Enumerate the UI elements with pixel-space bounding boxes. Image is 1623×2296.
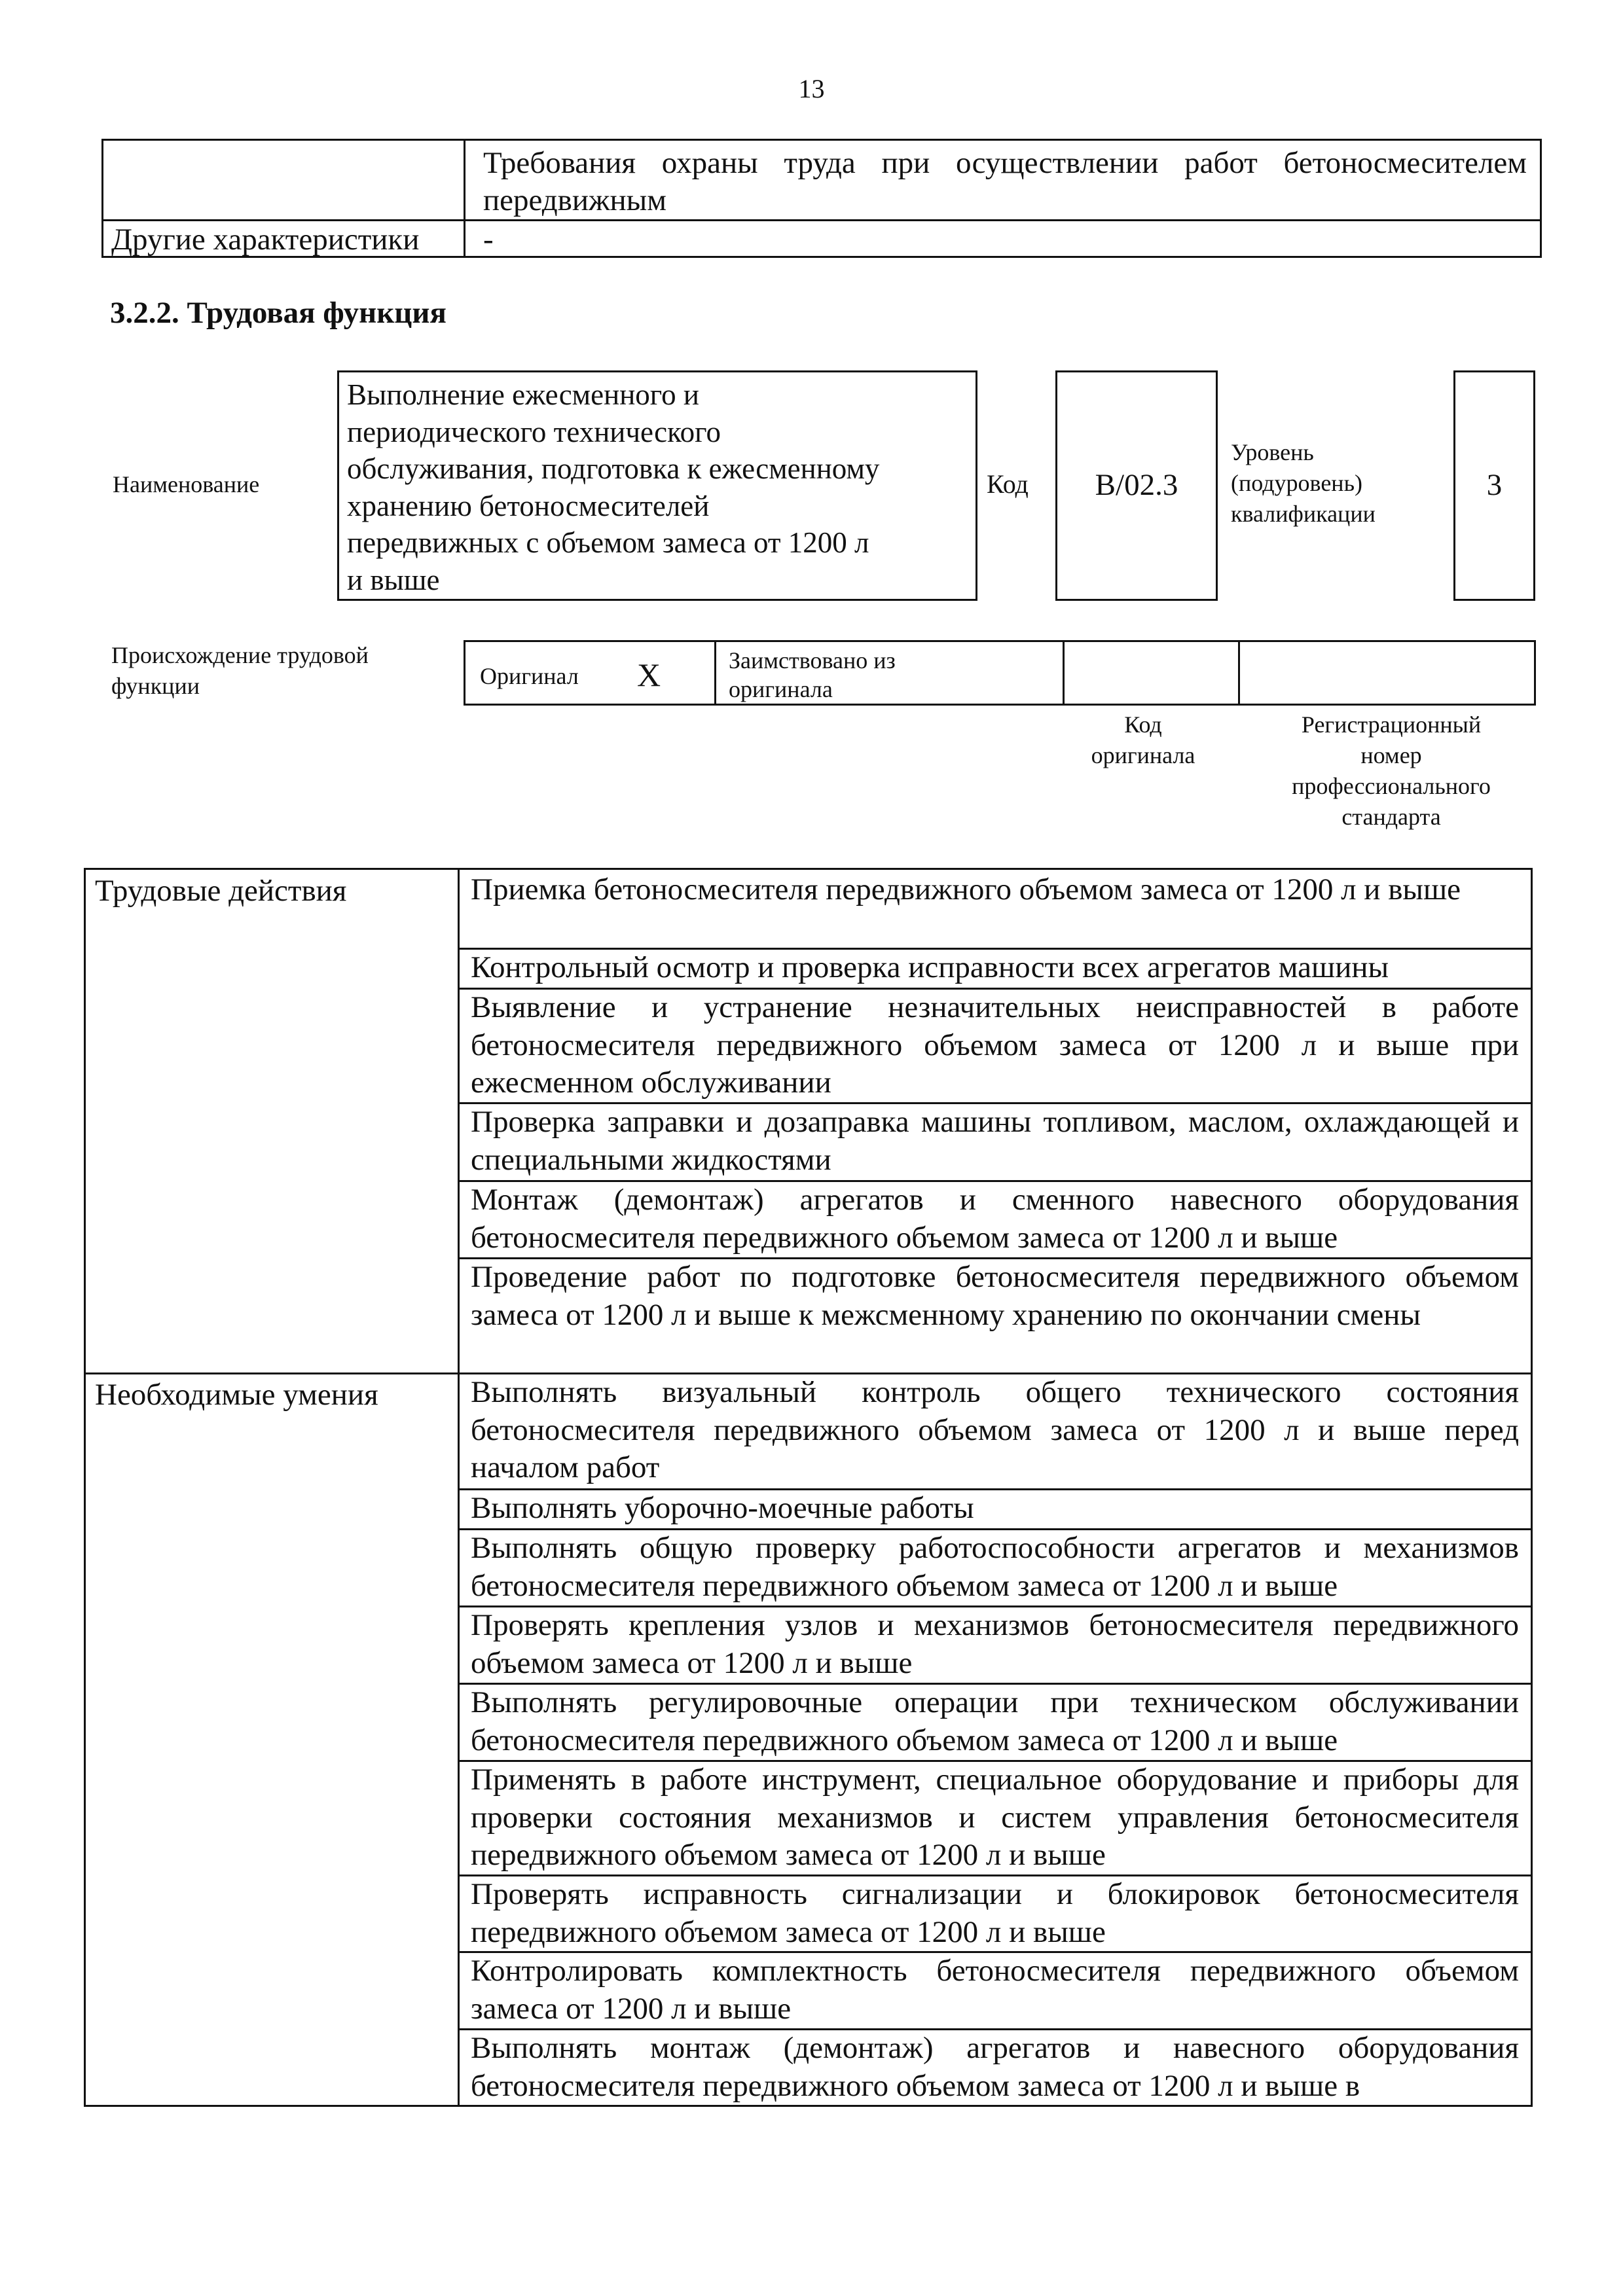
function-name-line: передвижных с объемом замеса от 1200 л	[347, 526, 869, 559]
function-name-line: и выше	[347, 563, 440, 596]
level-label-line: Уровень	[1231, 439, 1314, 465]
original-mark: X	[637, 656, 661, 693]
page-number: 13	[798, 74, 825, 103]
skill-cell: Выполнять регулировочные операции при техническом обслуживании бетоносмесителя передвижного объемом замеса от 1200 л и выше	[471, 1685, 1519, 1757]
labor-actions-label: Трудовые действия	[95, 874, 347, 908]
skill-cell: Выполнять общую проверку работоспособности агрегатов и механизмов бетоносмесителя передвижного объемом замеса от 1200 л и выше	[471, 1531, 1519, 1603]
table-divider	[714, 642, 716, 704]
origin-label-line: функции	[111, 673, 200, 699]
level-value: 3	[1486, 468, 1503, 502]
labor-action-cell: Монтаж (демонтаж) агрегатов и сменного навесного оборудования бетоносмесителя передвижного объемом замеса от 1200 л и выше	[471, 1183, 1519, 1255]
level-label-line: (подуровень)	[1231, 470, 1362, 496]
function-name-line: Выполнение ежесменного и	[347, 378, 699, 411]
table-divider	[1238, 642, 1240, 704]
caption-line: номер	[1360, 742, 1422, 768]
skill-cell: Выполнять монтаж (демонтаж) агрегатов и навесного оборудования бетоносмесителя передвижного объемом замеса от 1200 л и выше в	[471, 2031, 1519, 2103]
skill-cell: Выполнять визуальный контроль общего технического состояния бетоносмесителя передвижного объемом замеса от 1200 л и выше перед началом работ	[471, 1375, 1519, 1484]
original-label: Оригинал	[480, 663, 579, 689]
borrowed-label-line: Заимствовано из	[729, 647, 896, 673]
skills-label: Необходимые умения	[95, 1378, 378, 1412]
skill-cell: Применять в работе инструмент, специальное оборудование и приборы для проверки состояния механизмов и систем управления бетоносмесителя передвижного объемом замеса от 1200 л и выше	[471, 1763, 1519, 1872]
function-name-line: хранению бетоносмесителей	[347, 489, 710, 522]
level-label-line: квалификации	[1231, 501, 1376, 527]
other-characteristics-label: Другие характеристики	[111, 223, 420, 257]
labor-action-cell: Приемка бетоносмесителя передвижного объемом замеса от 1200 л и выше	[471, 872, 1461, 906]
table-divider	[1063, 642, 1065, 704]
function-name-box	[337, 370, 977, 601]
name-label: Наименование	[113, 471, 260, 497]
table-divider	[458, 870, 460, 2105]
function-name-line: обслуживания, подготовка к ежесменному	[347, 452, 880, 485]
code-value: B/02.3	[1095, 468, 1178, 502]
code-label: Код	[987, 469, 1029, 499]
labor-action-cell: Контрольный осмотр и проверка исправности всех агрегатов машины	[471, 950, 1389, 984]
caption-line: профессионального	[1292, 773, 1491, 799]
level-label	[1231, 437, 1376, 529]
other-characteristics-value: -	[483, 223, 494, 257]
section-heading: 3.2.2. Трудовая функция	[110, 296, 447, 330]
level-box	[1453, 370, 1535, 601]
borrowed-label	[729, 646, 896, 704]
borrowed-label-line: оригинала	[729, 676, 833, 702]
function-name-line: периодического технического	[347, 415, 721, 448]
labor-action-cell: Выявление и устранение незначительных неисправностей в работе бетоносмесителя передвижного объемом замеса от 1200 л и выше при ежесменном обслуживании	[471, 990, 1519, 1100]
origin-label	[111, 640, 452, 702]
main-table	[84, 868, 1533, 2107]
labor-action-cell: Проведение работ по подготовке бетоносмесителя передвижного объемом замеса от 1200 л и выше к межсменному хранению по окончании смены	[471, 1260, 1519, 1332]
table-divider	[103, 219, 1540, 221]
caption-line: Код	[1124, 711, 1162, 738]
skill-cell: Выполнять уборочно-моечные работы	[471, 1491, 974, 1525]
skill-cell: Проверять исправность сигнализации и блокировок бетоносмесителя передвижного объемом замеса от 1200 л и выше	[471, 1877, 1519, 1949]
caption-line: стандарта	[1341, 804, 1441, 830]
requirements-text-cont: передвижным	[483, 183, 666, 217]
table-divider	[464, 141, 465, 256]
requirements-text: Требования охраны труда при осуществлении работ бетоносмесителем	[483, 146, 1527, 180]
skill-cell: Проверять крепления узлов и механизмов бетоносмесителя передвижного объемом замеса от 1200 л и выше	[471, 1608, 1519, 1680]
skill-cell: Контролировать комплектность бетоносмесителя передвижного объемом замеса от 1200 л и выше	[471, 1954, 1519, 2026]
reg-number-caption	[1264, 709, 1519, 833]
code-original-caption	[1058, 709, 1228, 771]
top-table	[101, 139, 1542, 258]
caption-line: оригинала	[1091, 742, 1195, 768]
code-box	[1055, 370, 1218, 601]
origin-label-line: Происхождение трудовой	[111, 642, 369, 668]
origin-table	[464, 640, 1536, 706]
labor-action-cell: Проверка заправки и дозаправка машины топливом, маслом, охлаждающей и специальными жидкостями	[471, 1105, 1519, 1177]
caption-line: Регистрационный	[1301, 711, 1482, 738]
